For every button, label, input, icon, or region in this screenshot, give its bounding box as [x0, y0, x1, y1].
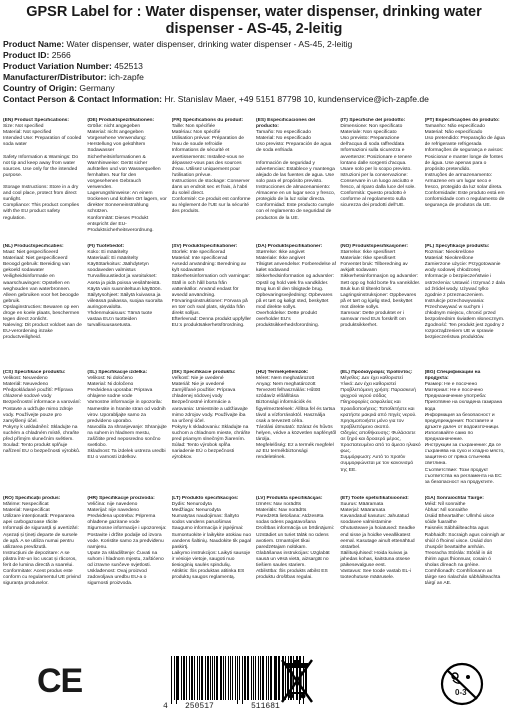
- section-body: Maat: Niet gespecificeerd Materiaal: Niet gespecificeerd Beoogd gebruik: Bereiding van gekoeld sodawater Veiligheidsinformatie en waarschuwingen: Opstellen en weghouden van waterbronnen. Alleen gebruiken voor het beoogde gebruik. Opslaginstructies: Bewaren op een droge en koele plaats, beschermen tegen direct zonlicht. Naleving: Dit product voldoet aan de EU-verordening inzake productveiligheid.: [3, 250, 82, 341]
- barcode-bar: [223, 656, 224, 700]
- section-body: Storlek: Inte specificerad Material: Inte specificerad Avsedd användning: Beredning av kylt sodavatten Säkerhetsinformation och varningar: Ställ in och håll borta från vattenkällor. Använd endast för avsedd användning. Förvaringsinstruktioner: Förvara på en torr och sval plats, skydda från direkt solljus. Efterlevnad: Denna produkt uppfyller EU:s produktsäkerhetsförordning.: [171, 250, 252, 329]
- section-body: Suurus: Määramata Materjal: Määramata Kavandatud kasutus: Jahutatud soodavee valmistamine Ohutusteave ja hoiatused: Seadke end sisse ja hoidke veeallikatest eemal. Kasutage ainult ettenähtud otstarbel. Säilitusjuhised: Hoida kuivas ja jahedas kohas, kaitstuna otsese päikesevalguse eest. Vastavus: See toode vastab EL-i tooteohutuse määrusele.: [340, 502, 416, 581]
- section-sv: [172, 244, 252, 370]
- section-heading: (NL) Productspecificaties:: [3, 244, 64, 249]
- section-el: [340, 370, 420, 496]
- section-sk: [172, 370, 252, 496]
- section-de: [87, 118, 167, 244]
- section-heading: (IT) Specifiche del prodotto:: [340, 118, 406, 123]
- section-body: Größe: nicht angegeben Material: nicht angegeben Vorgesehene Verwendung: Herstellung von gekühltem Sodawasser Sicherheitsinformationen & Warnhinweise: Gerät sicher aufstellen und von Wasserquellen fernhalten. Nur für den vorgesehenen Gebrauch verwenden. Lagerungshinweise: An einem trockenen und kühlen Ort lagern, vor direkter Sonneneinstrahlung schützen. Konformität: Dieses Produkt entspricht der EU-Produktsicherheitsverordnung.: [87, 124, 167, 233]
- section-body: Taille: Non spécifiée Matériau: Non spécifié Utilisation prévue: Préparation de l'eau de soude refroidie Informations de sécurité et avertissements: Installez-vous ne dépassez-vous pas des sources d'eau. Utilisez uniquement pour l'utilisation prévue. Instructions de stockage: Conserver dans un endroit sec et frais, à l'abri du soleil direct. Conformité: Ce produit est conforme au règlement de l'UE sur la sécurité des produits.: [171, 124, 251, 215]
- section-ro: [3, 496, 83, 622]
- barcode-bar: [225, 656, 227, 700]
- section-lt: [172, 496, 252, 622]
- section-body: Dydis: Nenurodyta Medžiaga: Nenurodyta Numatytas naudojimas: Šaltyto sodos vandens paruošimas Saugumo informacija ir įspėjimai: Sumontuokite ir laikykite atokiau nuo vandens šaltinių. Naudokite tik pagal paskirtį. Laikymo instrukcijos: Laikyti sausoje ir vėsioje vietoje, saugoti nuo tiesioginių saulės spindulių. Atitiktis: Šis produktas atitinka ES produktų saugos reglamentą.: [171, 502, 252, 581]
- section-body: Méid: Níl sonraithe Ábhar: Níl sonraithe Úsáid Bheartaithe: Ullmhú uisce sóide fuaraithe Faisnéis Sábháilteachta agus Rabhaidh: Socraigh agus coinnigh ar shiúl ó fhoinsí uisce. Úsáid don chuspóir beartaithe amháin. Treoracha Stórála: Stóráil in áit thirim agus fhionnuar, cosain ó sholas díreach na gréine. Comhlíonadh: Comhlíonann an táirge seo rialachán sábháilteachta táirgí an AE.: [424, 502, 505, 587]
- section-heading: (HU) Termékjellemzők:: [256, 370, 309, 375]
- section-body: Velikost: Ni določeno Material: Ni določeno Predvidena uporaba: Priprava ohlajene sodne vode Varnostne informacije in opozorila: Namestite in hranite stran od vodnih virov. Uporabljajte samo za predvideno uporabo. Navodila za shranjevanje: Shranjujte na suhem in hladnem mestu, zaščitite pred neposredno sončno svetlobo. Skladnost: Ta izdelek ustreza uredbi EU o varnosti izdelkov.: [87, 376, 167, 461]
- info-label: Country of Origin:: [3, 83, 77, 93]
- info-label: Product Variation Number:: [3, 61, 112, 71]
- section-heading: (SK) Špecifikácie produktu:: [171, 370, 236, 375]
- section-body: Mărime: Nespecificat Material: Nespecificat Utilizare intenționată: Prepararea apei carbogazoase răcite Informații de siguranță și avertizări: Așezați și țineți departe de sursele de apă. A se utiliza numai pentru utilizarea prevăzută. Instrucțiuni de depozitare: A se păstra într-un loc uscat și răcoros, ferit de lumina directă a soarelui. Conformitate: Acest produs este conform cu regulamentul UE privind siguranța produselor.: [3, 502, 81, 587]
- section-heading: (LV) Produkta specifikācijas:: [256, 496, 323, 501]
- barcode-bar: [197, 656, 198, 700]
- barcode-bar: [235, 656, 236, 700]
- section-heading: (LT) Produkto specifikacijos:: [171, 496, 239, 501]
- section-heading: (EL) Προδιαγραφές προϊόντος:: [340, 370, 413, 375]
- section-lv: [256, 496, 336, 622]
- section-heading: (CS) Specifikace produktu:: [3, 370, 66, 375]
- barcode-bar: [253, 656, 254, 700]
- barcode-bar: [205, 656, 206, 700]
- section-body: Veľkosť: Nie je uvedené Materiál: Nie je uvedené Zamýšľané použitie: Príprava chladenej sódovej vody Bezpečnostné informácie a varovania: Umiestnite a udržiavajte mimo zdrojov vody. Používajte iba na určený účel. Pokyny k skladovaniu: Skladujte na suchom a chladnom mieste, chráňte pred priamym slnečným žiarením. Súlad: Tento výrobok spĺňa nariadenie EÚ o bezpečnosti výrobkov.: [171, 376, 251, 461]
- section-fi: [87, 244, 167, 370]
- barcode-bar: [255, 656, 257, 700]
- barcode-bar: [183, 656, 185, 700]
- section-heading: (FI) Tuotetiedot:: [87, 244, 125, 249]
- barcode-bar: [212, 656, 213, 700]
- section-body: Tamaño: No especificado Material: No especificado Uso previsto: Preparación de agua de soda enfriada Información de seguridad y advertencias: Establece y mantenga alejado de las fuentes de agua. Use solo para el propósito previsto. Instrucciones de almacenamiento: Almacene en un lugar seco y fresco, protegido de la luz solar directa. Conformidad: Este producto cumple con el reglamento de seguridad de productos de la UE.: [256, 130, 336, 221]
- section-hr: [87, 496, 167, 622]
- section-body: Koko: Ei määritelty Materiaali: Ei määritelty Käyttötarkoitus: Jäähdytetyn soodaveden valmistus Turvallisuustiedot ja varoitukset: Aseta ja pidä poissa vesilähteistä. Käytä vain suunniteltuun käyttöön. Säilytysohjeet: Säilytä kuivassa ja viileässä paikassa, suojaa suoralta auringonvalolta. Yhdenmukaisuus: Tämä tuote vastaa EU:n tuotteiden turvallisuusasetusta.: [87, 250, 163, 329]
- section-body: Dimensione: Non specificato Materiale: Non specificato Uso previsto: Preparazione dell'acqua di soda raffreddata Informazioni sulla sicurezza e avvertenze: Posizionare e tenere lontano dalle sorgenti d'acqua. Usare solo per lo scopo previsto. Istruzioni per la conservazione: Conservare in un luogo asciutto e fresco, al riparo dalla luce del sole. Conformità: Questo prodotto è conforme al regolamento sulla sicurezza dei prodotti dell'UE.: [340, 124, 416, 209]
- label-footer: [0, 650, 508, 720]
- product-name-row: [3, 39, 505, 50]
- barcode-digits-left: 250517: [185, 702, 214, 711]
- barcode-bar: [194, 656, 196, 700]
- barcode-bar: [181, 656, 182, 700]
- section-heading: (SV) Produktspecifikationer:: [171, 244, 238, 249]
- section-body: Μέγεθος: Δεν έχει καθοριστεί Υλικό: Δεν έχει καθοριστεί Προβλεπόμενη χρήση: Παρασκευή ψυχρού νερού σόδας Πληροφορίες ασφαλείας και προειδοποιήσεις: Τοποθετήστε και κρατήστε μακριά από πηγές νερού. Χρησιμοποιήστε μόνο για τον προβλεπόμενο σκοπό. Οδηγίες αποθήκευσης: Φυλάσσετε σε ξηρό και δροσερό μέρος, προστατευμένο από το άμεσο ηλιακό φως. Συμμόρφωση: Αυτό το προϊόν συμμορφώνεται με τον κανονισμό της ΕΕ.: [340, 376, 421, 473]
- barcode-bar: [242, 656, 243, 704]
- language-sections-grid: [3, 118, 505, 622]
- barcode-bar: [214, 656, 215, 700]
- age-warning-label: 0-3: [455, 688, 467, 697]
- product-info-block: [0, 39, 508, 105]
- section-heading: (HR) Specifikacije proizvoda:: [87, 496, 155, 501]
- section-heading: (ET) Toote spetsifikatsioonid:: [340, 496, 409, 501]
- barcode-bar: [191, 656, 193, 700]
- section-es: [256, 118, 336, 244]
- barcode-bar: [270, 656, 272, 700]
- product-id-row: [3, 50, 505, 61]
- section-body: Størrelse: Ikke angivet Materiale: Ikke angivet Tilsigtet anvendelse: Forberedelse af kølet sodavand Sikkerhedsinformation og advarsler: Opstil og hold væk fra vandkilder. Brug kun til den tilsigtede brug. Opbevaringsvejledning: Opbevares på et tørt og køligt sted, beskyttet mod direkte sollys. Overholdelse: Dette produkt overholder EU's produktsikkerhedsforordning.: [256, 250, 337, 329]
- section-body: Tamanho: Não especificado Material: Não especificado Uso pretendido: Preparação de água de refrigerante refrigerada Informações de segurança e avisos: Posicionar e manter longe de fontes de água. Use apenas para o propósito pretendido. Instruções de armazenamento: Armazene em um lugar seco e fresco, protegido da luz solar direta. Conformidade: Este produto está em conformidade com o regulamento de segurança de produtos da UE.: [424, 124, 505, 209]
- section-heading: (PL) Specyfikacje produktu:: [424, 244, 490, 249]
- weee-crossed-bin-icon: [280, 658, 314, 706]
- info-value: Water dispenser, water dispenser, drinking water dispenser - AS-45, 2-leitig: [66, 39, 353, 49]
- manufacturer-row: [3, 72, 505, 83]
- section-heading: (GA) Sonraíochtaí Táirge:: [424, 496, 484, 501]
- barcode-bar: [228, 656, 229, 700]
- info-value: ich-zapfe: [109, 72, 144, 82]
- info-value: 452513: [114, 61, 143, 71]
- section-pt: [425, 118, 505, 244]
- barcode-bar: [207, 656, 209, 700]
- barcode-bar: [232, 656, 233, 700]
- barcode-bar: [174, 656, 175, 700]
- barcode-bar: [176, 656, 177, 704]
- section-cs: [3, 370, 83, 496]
- barcode-bar: [177, 656, 179, 700]
- barcode-bar: [274, 656, 275, 700]
- barcode-bar: [201, 656, 203, 700]
- barcode-bar: [258, 656, 259, 700]
- section-pl: [425, 244, 505, 370]
- section-body: Méret: Nem meghatározott Anyag: Nem meghatározott Tervezett felhasználás: Hűtött szódavíz előállítása Biztonsági információk és figyelmeztetések: Állítsa fel és tartsa távol a vízforrásoktól. Használja csak a tervezett célra. Tárolási útmutató: Száraz és hűvös helyen, védve a közvetlen napfénytől tárolja. Megfelelőség: Ez a termék megfelel az EU termékbiztonsági rendeletének.: [256, 376, 337, 461]
- barcode-bar: [244, 656, 246, 700]
- info-label: Product ID:: [3, 50, 50, 60]
- info-label: Contact Person & Contact Information:: [3, 94, 162, 104]
- section-heading: (NO) Produktspesifikasjoner:: [340, 244, 408, 249]
- barcode-bar: [210, 656, 211, 700]
- section-it: [340, 118, 420, 244]
- barcode-digit-lead: 4: [163, 702, 168, 711]
- barcode-bar: [251, 656, 252, 700]
- barcode-bar: [189, 656, 190, 700]
- barcode-bar: [275, 656, 277, 700]
- section-body: Izmērs: Nav norādīts Materiāls: Nav norādīts Paredzētā lietošana: Atdzesēta sodas ūdens pagatavošana Drošības informācija un brīdinājumi: Uzstādiet un turiet tālāk no ūdens avotiem. Izmantojiet tikai paredzētajam nolūkam. Glabāšanas instrukcijas: Uzglabāt sausā un vēsā vietā, aizsargāt no tiešiem saules stariem. Atbilstība: Šis produkts atbilst ES produktu drošības regulai.: [256, 502, 335, 581]
- section-heading: (EN) Product Specifications:: [3, 118, 70, 123]
- barcode-bar: [220, 656, 222, 700]
- info-value: Hr. Stanislav Maer, +49 5151 87798 10, kundenservice@ich-zapfe.de: [164, 94, 429, 104]
- section-heading: (SL) Specifikacije izdelka:: [87, 370, 148, 375]
- choking-hazard-age-icon: [440, 662, 484, 706]
- section-heading: (RO) Specificații produs:: [3, 496, 61, 501]
- section-en: [3, 118, 83, 244]
- info-label: Product Name:: [3, 39, 65, 49]
- barcode-bar: [266, 656, 267, 700]
- section-heading: (PT) Especificações do produto:: [424, 118, 500, 123]
- section-no: [340, 244, 420, 370]
- section-bg: [425, 370, 505, 496]
- info-value: 2566: [51, 50, 71, 60]
- section-heading: (DA) Produktspecifikationer:: [256, 244, 323, 249]
- barcode-bar: [171, 656, 172, 704]
- section-body: Velikost: Neuvedeno Materiál: Neuvedeno Předpokládané použití: Příprava chlazené sodové vody Bezpečnostní informace a varování: Postavte a udržujte mimo zdroje vody. Používejte pouze pro zamýšlený účel. Pokyny k uskladnění: Skladujte na suchém a chladném místě, chraňte před přímým slunečním světlem. Soulad: Tento produkt splňuje nařízení EU o bezpečnosti výrobků.: [3, 376, 82, 455]
- barcode-bar: [247, 656, 249, 700]
- section-heading: (BG) Спецификации на продукта:: [424, 370, 481, 382]
- barcode-digits-right: 511681: [251, 702, 280, 711]
- section-body: Size: Not specified Material: Not specified Intended Use: Preparation of cooled soda water Safety Information & Warnings: Do not tip and keep away from water sources. Use only for the intended purpose. Storage Instructions: Store in a dry and cool place, protect from direct sunlight. Compliance: This product complies with the EU product safety regulation.: [3, 124, 82, 221]
- section-sl: [87, 370, 167, 496]
- barcode-bar: [268, 656, 269, 700]
- contact-row: [3, 94, 505, 105]
- section-body: Størrelse: Ikke spesifisert Materiale: Ikke spesifisert Forventet bruk: Tilberedning av avkjølt sodavann Sikkerhetsinformasjon og advarsler: Sett opp og hold borte fra vannkilder. Bruk kun til tiltenkt bruk. Lagringsinstruksjoner: Oppbevares på et tørt og kjølig sted, beskyttet mot direkte sollys. Samsvar: Dette produktet er i samsvar med EUs forskrift om produktsikkerhet.: [340, 250, 421, 329]
- info-label: Manufacturer/Distributor:: [3, 72, 107, 82]
- section-heading: (DE) Produktspezifikationen:: [87, 118, 155, 123]
- section-heading: (ES) Especificaciones del producto:: [256, 118, 316, 130]
- variation-number-row: [3, 61, 505, 72]
- barcode-bar: [199, 656, 200, 700]
- section-body: Veličina: nije navedeno Materijal: nije navedeno Predviđena upotreba: Priprema ohlađene gazirane vode Sigurnosne informacije i upozorenja: Postavite i držite podalje od izvora vode. Koristite samo za predviđenu namjenu. Upute za skladištenje: Čuvati na suhom i hladnom mjestu, zaštićeno od izravne sunčeve svjetlosti. Usklađenost: Ovaj proizvod zadovoljava uredbu EU-a o sigurnosti proizvoda.: [87, 502, 167, 587]
- section-body: Rozmiar: Nieokreślone Materiał: Nieokreślone Zamierzone użycie: Przygotowanie wody sodowej chłodzonej Informacje o bezpieczeństwie i ostrzeżenia: Ustawić i trzymać z dala od źródeł wody. Używać tylko zgodnie z przeznaczeniem. Instrukcje przechowywania: Przechowywać w suchym i chłodnym miejscu, chronić przed bezpośrednim światłem słonecznym. Zgodność: Ten produkt jest zgodny z rozporządzeniem UE w sprawie bezpieczeństwa produktów.: [424, 250, 505, 341]
- barcode-bar: [216, 656, 218, 700]
- barcode-bar: [260, 656, 261, 700]
- section-heading: (FR) Spécifications du produit:: [171, 118, 244, 123]
- barcode-bar: [186, 656, 187, 700]
- label-title: GPSR Label for : Water dispenser, water dispenser, drinking water dispenser - AS-45, 2-leitig: [26, 4, 482, 37]
- section-ga: [425, 496, 505, 622]
- country-row: [3, 83, 505, 94]
- section-da: [256, 244, 336, 370]
- section-hu: [256, 370, 336, 496]
- barcode-bar: [262, 656, 264, 700]
- section-fr: [172, 118, 252, 244]
- info-value: Germany: [79, 83, 115, 93]
- barcode-bar: [237, 656, 238, 704]
- barcode-bar: [239, 656, 241, 700]
- section-et: [340, 496, 420, 622]
- section-nl: [3, 244, 83, 370]
- section-body: Размер: Не е посочено Материал: Не е посочено Предназначение употреба: Приготвяне на охладена газирана вода Информация за безопасност и предупреждения: Поставете и дръжте далеч от водоизточници. Използвайте само по предназначение. Инструкции за съхранение: Да се съхранява на сухо и хладно място, защитено от пряка слънчева светлина. Съответствие: Този продукт съответства на регламента на ЕС за безопасност на продуктите.: [424, 382, 505, 485]
- barcode-bar: [230, 656, 231, 700]
- ce-mark-icon: CE: [37, 662, 83, 700]
